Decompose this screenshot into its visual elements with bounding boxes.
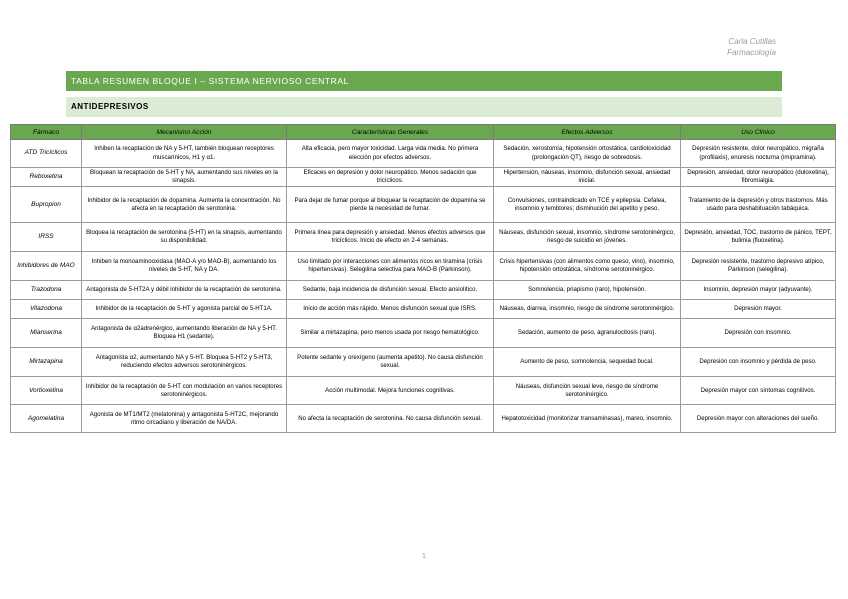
mechanism-cell: Antagonista de 5-HT2A y débil inhibidor de la recaptación de serotonina. [82, 281, 287, 300]
table-row [11, 348, 836, 377]
drug-name-cell: Mirtazapina [11, 348, 82, 377]
characteristics-cell: Uso limitado por interacciones con alimentos ricos en tiramina (crisis hipertensivas). Selegilina selectiva para MAO-B (Parkinson). [287, 252, 494, 281]
characteristics-cell: Eficaces en depresión y dolor neuropático. Menos sedación que tricíclicos. [287, 168, 494, 187]
page-number: 1 [422, 553, 426, 560]
mechanism-cell: Inhibidor de la recaptación de dopamina. Aumenta la concentración. No afecta en la recaptación de serotonina. [82, 187, 287, 223]
drug-name-cell: Vilazodona [11, 300, 82, 319]
mechanism-cell: Antagonista de α2adrenérgico, aumentando liberación de NA y 5-HT. Bloquea H1 (sedante). [82, 319, 287, 348]
drug-name-cell: ATD Tricíclicos [11, 140, 82, 168]
clinical-use-cell: Depresión mayor con alteraciones del sueño. [681, 405, 836, 433]
drug-name-cell: Inhibidores de MAO [11, 252, 82, 281]
table-header-row [11, 125, 836, 140]
header-efectos: Efectos Adversos [494, 125, 681, 140]
mechanism-cell: Inhiben la recaptación de NA y 5-HT, también bloquean receptores muscarínicos, H1 y α1. [82, 140, 287, 168]
table-row [11, 168, 836, 187]
mechanism-cell: Inhiben la monoaminooxidasa (MAO-A y/o MAO-B), aumentando los niveles de 5-HT, NA y DA. [82, 252, 287, 281]
document-title: TABLA RESUMEN BLOQUE I – SISTEMA NERVIOSO CENTRAL [66, 71, 782, 91]
characteristics-cell: Sedante, baja incidencia de disfunción sexual. Efecto ansiolítico. [287, 281, 494, 300]
drug-name-cell: Trazodona [11, 281, 82, 300]
clinical-use-cell: Depresión mayor con síntomas cognitivos. [681, 377, 836, 405]
adverse-effects-cell: Náuseas, disfunción sexual leve, riesgo de síndrome serotoninérgico. [494, 377, 681, 405]
clinical-use-cell: Depresión con insomnio y pérdida de peso. [681, 348, 836, 377]
characteristics-cell: Inicio de acción más rápido. Menos disfunción sexual que ISRS. [287, 300, 494, 319]
author-block [727, 36, 776, 58]
drug-name-cell: Vortioxetina [11, 377, 82, 405]
table-row [11, 377, 836, 405]
mechanism-cell: Inhibidor de la recaptación de 5-HT con modulación en varios receptores serotoninérgicos. [82, 377, 287, 405]
adverse-effects-cell: Convulsiones, contraindicado en TCE y epilepsia. Cefalea, insomnio y temblores; disminución del apetito y peso. [494, 187, 681, 223]
clinical-use-cell: Depresión mayor. [681, 300, 836, 319]
drug-name-cell: Reboxetina [11, 168, 82, 187]
characteristics-cell: Potente sedante y orexígeno (aumenta apetito). No causa disfunción sexual. [287, 348, 494, 377]
drug-name-cell: IRSS [11, 223, 82, 252]
characteristics-cell: Primera línea para depresión y ansiedad. Menos efectos adversos que tricíclicos. Inicio de efecto en 2-4 semanas. [287, 223, 494, 252]
table-row [11, 281, 836, 300]
table-row [11, 319, 836, 348]
header-mecanismo: Mecanismo Acción [82, 125, 287, 140]
adverse-effects-cell: Hipertensión, náuseas, insomnio, disfunción sexual, ansiedad inicial. [494, 168, 681, 187]
table-row [11, 405, 836, 433]
adverse-effects-cell: Sedación, xerostomía, hipotensión ortostática, cardiotoxicidad (prolongación QT), riesgo de sobredosis. [494, 140, 681, 168]
table-row [11, 187, 836, 223]
adverse-effects-cell: Crisis hipertensivas (con alimentos como queso, vino), insomnio, hipotensión ortostática, síndrome serotoninérgico. [494, 252, 681, 281]
adverse-effects-cell: Somnolencia, priapismo (raro), hipotensión. [494, 281, 681, 300]
adverse-effects-cell: Náuseas, disfunción sexual, insomnio, síndrome serotoninérgico, riesgo de suicidio en jóvenes. [494, 223, 681, 252]
mechanism-cell: Inhibidor de la recaptación de 5-HT y agonista parcial de 5-HT1A. [82, 300, 287, 319]
header-farmaco: Fármaco [11, 125, 82, 140]
clinical-use-cell: Depresión, ansiedad, TOC, trastorno de pánico, TEPT, bulimia (fluoxetina). [681, 223, 836, 252]
clinical-use-cell: Depresión resistente, trastorno depresivo atípico, Parkinson (selegilina). [681, 252, 836, 281]
adverse-effects-cell: Aumento de peso, somnolencia, sequedad bucal. [494, 348, 681, 377]
drug-name-cell: Mianserina [11, 319, 82, 348]
adverse-effects-cell: Náuseas, diarrea, insomnio, riesgo de síndrome serotoninérgico. [494, 300, 681, 319]
author-subject: Farmacología [727, 48, 776, 57]
header-uso: Uso Clínico [681, 125, 836, 140]
table-row [11, 252, 836, 281]
clinical-use-cell: Insomnio, depresión mayor (adyuvante). [681, 281, 836, 300]
characteristics-cell: No afecta la recaptación de serotonina. No causa disfunción sexual. [287, 405, 494, 433]
summary-table [10, 124, 836, 433]
section-heading: ANTIDEPRESIVOS [66, 97, 782, 117]
table-row [11, 140, 836, 168]
clinical-use-cell: Tratamiento de la depresión y otros trastornos. Más usado para deshabituación tabáquica. [681, 187, 836, 223]
adverse-effects-cell: Sedación, aumento de peso, agranulocitosis (raro). [494, 319, 681, 348]
drug-name-cell: Agomelatina [11, 405, 82, 433]
mechanism-cell: Antagonista α2, aumentando NA y 5-HT. Bloquea 5-HT2 y 5-HT3, reduciendo efectos adversos serotoninérgicos. [82, 348, 287, 377]
characteristics-cell: Similar a mirtazapina, pero menos usada por riesgo hematológico. [287, 319, 494, 348]
clinical-use-cell: Depresión con insomnio. [681, 319, 836, 348]
mechanism-cell: Bloquean la recaptación de 5-HT y NA, aumentando sus niveles en la sinapsis. [82, 168, 287, 187]
adverse-effects-cell: Hepatotoxicidad (monitorizar transaminasas), mareo, insomnio. [494, 405, 681, 433]
clinical-use-cell: Depresión, ansiedad, dolor neuropático (duloxetina), fibromialgia. [681, 168, 836, 187]
mechanism-cell: Agonista de MT1/MT2 (melatonina) y antagonista 5-HT2C, mejorando ritmo circadiano y liberación de NA/DA. [82, 405, 287, 433]
characteristics-cell: Alta eficacia, pero mayor toxicidad. Larga vida media. No primera elección por efectos adversos. [287, 140, 494, 168]
mechanism-cell: Bloquea la recaptación de serotonina (5-HT) en la sinapsis, aumentando su disponibilidad. [82, 223, 287, 252]
author-name: Carla Cutillas [728, 37, 776, 46]
clinical-use-cell: Depresión resistente, dolor neuropático, migraña (profilaxis), enuresis nocturna (imipramina). [681, 140, 836, 168]
characteristics-cell: Para dejar de fumar porque al bloquear la recaptación de dopamina se pierde la necesidad de fumar. [287, 187, 494, 223]
header-caracteristicas: Características Generales [287, 125, 494, 140]
drug-name-cell: Bupropion [11, 187, 82, 223]
table-row [11, 300, 836, 319]
table-row [11, 223, 836, 252]
characteristics-cell: Acción multimodal. Mejora funciones cognitivas. [287, 377, 494, 405]
table-body [11, 140, 836, 433]
